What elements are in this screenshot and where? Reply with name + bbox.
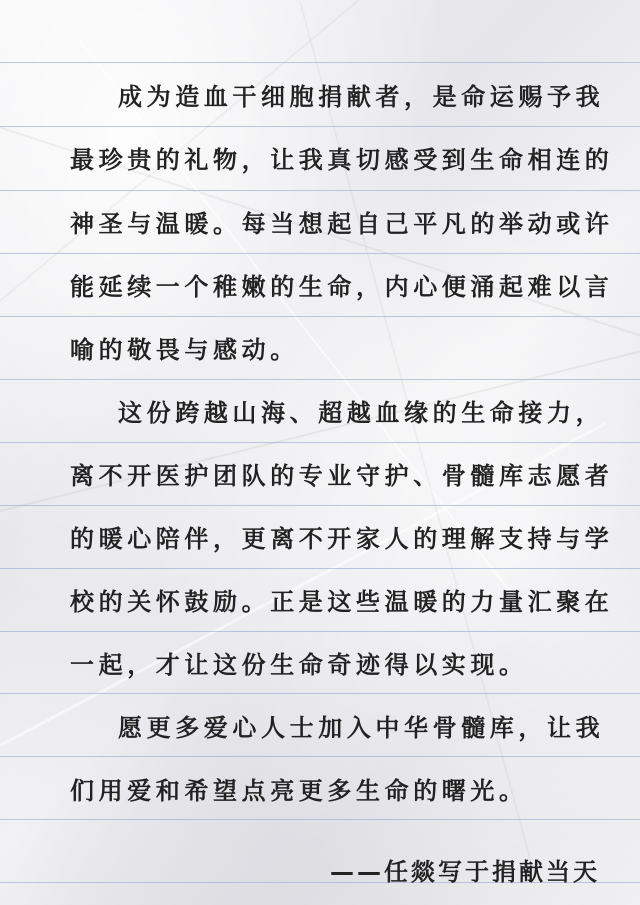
letter-line: 的暖心陪伴，更离不开家人的理解支持与学 — [70, 525, 614, 553]
letter-line: 能延续一个稚嫩的生命，内心便涌起难以言 — [70, 273, 614, 301]
letter-line: 成为造血干细胞捐献者，是命运赐予我 — [118, 83, 605, 111]
letter-line: 神圣与温暖。每当想起自己平凡的举动或许 — [70, 210, 614, 238]
letter-line: 这份跨越山海、超越血缘的生命接力， — [118, 399, 605, 427]
letter-line: 最珍贵的礼物，让我真切感受到生命相连的 — [70, 146, 614, 174]
letter-line: 一起，才让这份生命奇迹得以实现。 — [70, 651, 528, 679]
letter-line: 们用爱和希望点亮更多生命的曙光。 — [70, 777, 528, 805]
letter-signature: ——任燚写于捐献当天 — [330, 858, 600, 886]
letter-line: 校的关怀鼓励。正是这些温暖的力量汇聚在 — [70, 588, 614, 616]
letter-line: 喻的敬畏与感动。 — [70, 336, 299, 364]
letter-line: 离不开医护团队的专业守护、骨髓库志愿者 — [70, 462, 614, 490]
letter-line: 愿更多爱心人士加入中华骨髓库，让我 — [118, 714, 605, 742]
